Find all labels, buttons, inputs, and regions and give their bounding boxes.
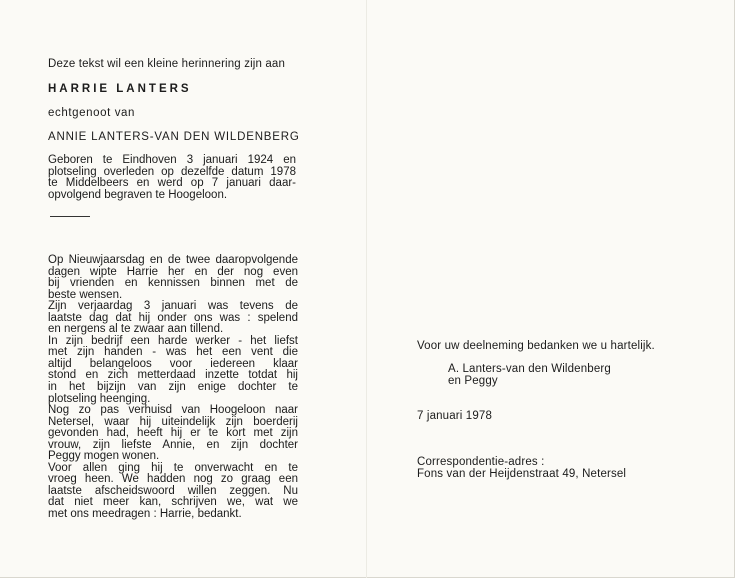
correspondence-label: Correspondentie-adres : xyxy=(417,456,545,468)
bio-paragraph xyxy=(48,155,296,201)
story-line: met zijn handen - was het een vent die xyxy=(48,346,298,359)
story-line: met ons meedragen : Harrie, bedankt. xyxy=(48,508,242,521)
story-line: stond en zich metterdaad inzette totdat hij xyxy=(48,369,298,382)
story-line: In zijn bedrijf een harde werker - het liefst xyxy=(48,334,298,347)
story-line: bij vrienden en kennissen binnen met de xyxy=(48,277,298,290)
story-line: vrouw, zijn liefste Annie, en zijn dochter xyxy=(48,438,298,451)
story-line: dat niet meer kan, schrijven we, wat we xyxy=(48,496,298,509)
story-line: Netersel, waar hij uiteindelijk zijn boerderij xyxy=(48,415,298,428)
spouse-label: echtgenoot van xyxy=(48,107,136,119)
correspondence-address: Fons van der Heijdenstraat 49, Netersel xyxy=(417,468,627,480)
bio-line: plotseling overleden op dezelfde datum 1978 xyxy=(48,165,296,178)
story-paragraph xyxy=(48,255,298,521)
story-line: en nergens al te zwaar aan tillend. xyxy=(48,323,224,336)
story-line: Voor allen ging hij te onverwacht en te xyxy=(48,461,298,474)
story-line: Op Nieuwjaarsdag en de twee daaropvolgende xyxy=(48,254,298,266)
story-line: laatste dag dat hij onder ons was : spelend xyxy=(48,311,298,324)
story-line: laatste afscheidswoord willen zeggen. Nu xyxy=(48,484,298,497)
spouse-name: ANNIE LANTERS-VAN DEN WILDENBERG xyxy=(48,131,300,143)
thanks-text: Voor uw deelneming bedanken we u hartelijk. xyxy=(417,340,655,352)
story-line: Nog zo pas verhuisd van Hoogeloon naar xyxy=(48,404,298,417)
story-line: Peggy mogen wonen. xyxy=(48,450,160,463)
story-line: in het bijzijn van zijn enige dochter te xyxy=(48,381,298,394)
card-fold xyxy=(366,0,367,578)
story-line: altijd belangeloos voor iedereen klaar xyxy=(48,357,298,370)
bio-line: Geboren te Eindhoven 3 januari 1924 en xyxy=(48,154,296,166)
signer-line-2: en Peggy xyxy=(448,375,498,387)
story-line: dagen wipte Harrie her en der nog even xyxy=(48,265,298,278)
story-line: gevonden had, heeft hij er te kort met zijn xyxy=(48,427,298,440)
deceased-name: HARRIE LANTERS xyxy=(48,83,192,95)
bio-line: opvolgend begraven te Hoogeloon. xyxy=(48,188,228,201)
intro-text: Deze tekst wil een kleine herinnering zijn aan xyxy=(48,58,286,70)
bio-line: te Middelbeers en werd op 7 januari daar- xyxy=(48,177,296,190)
story-line: vroeg heen. We hadden nog zo graag een xyxy=(48,473,298,486)
story-line: Zijn verjaardag 3 januari was tevens de xyxy=(48,300,298,313)
divider-rule xyxy=(50,216,90,217)
signer-line-1: A. Lanters-van den Wildenberg xyxy=(448,363,611,375)
story-line: plotseling heenging. xyxy=(48,392,151,405)
story-line: beste wensen. xyxy=(48,288,123,301)
date-text: 7 januari 1978 xyxy=(417,410,492,422)
